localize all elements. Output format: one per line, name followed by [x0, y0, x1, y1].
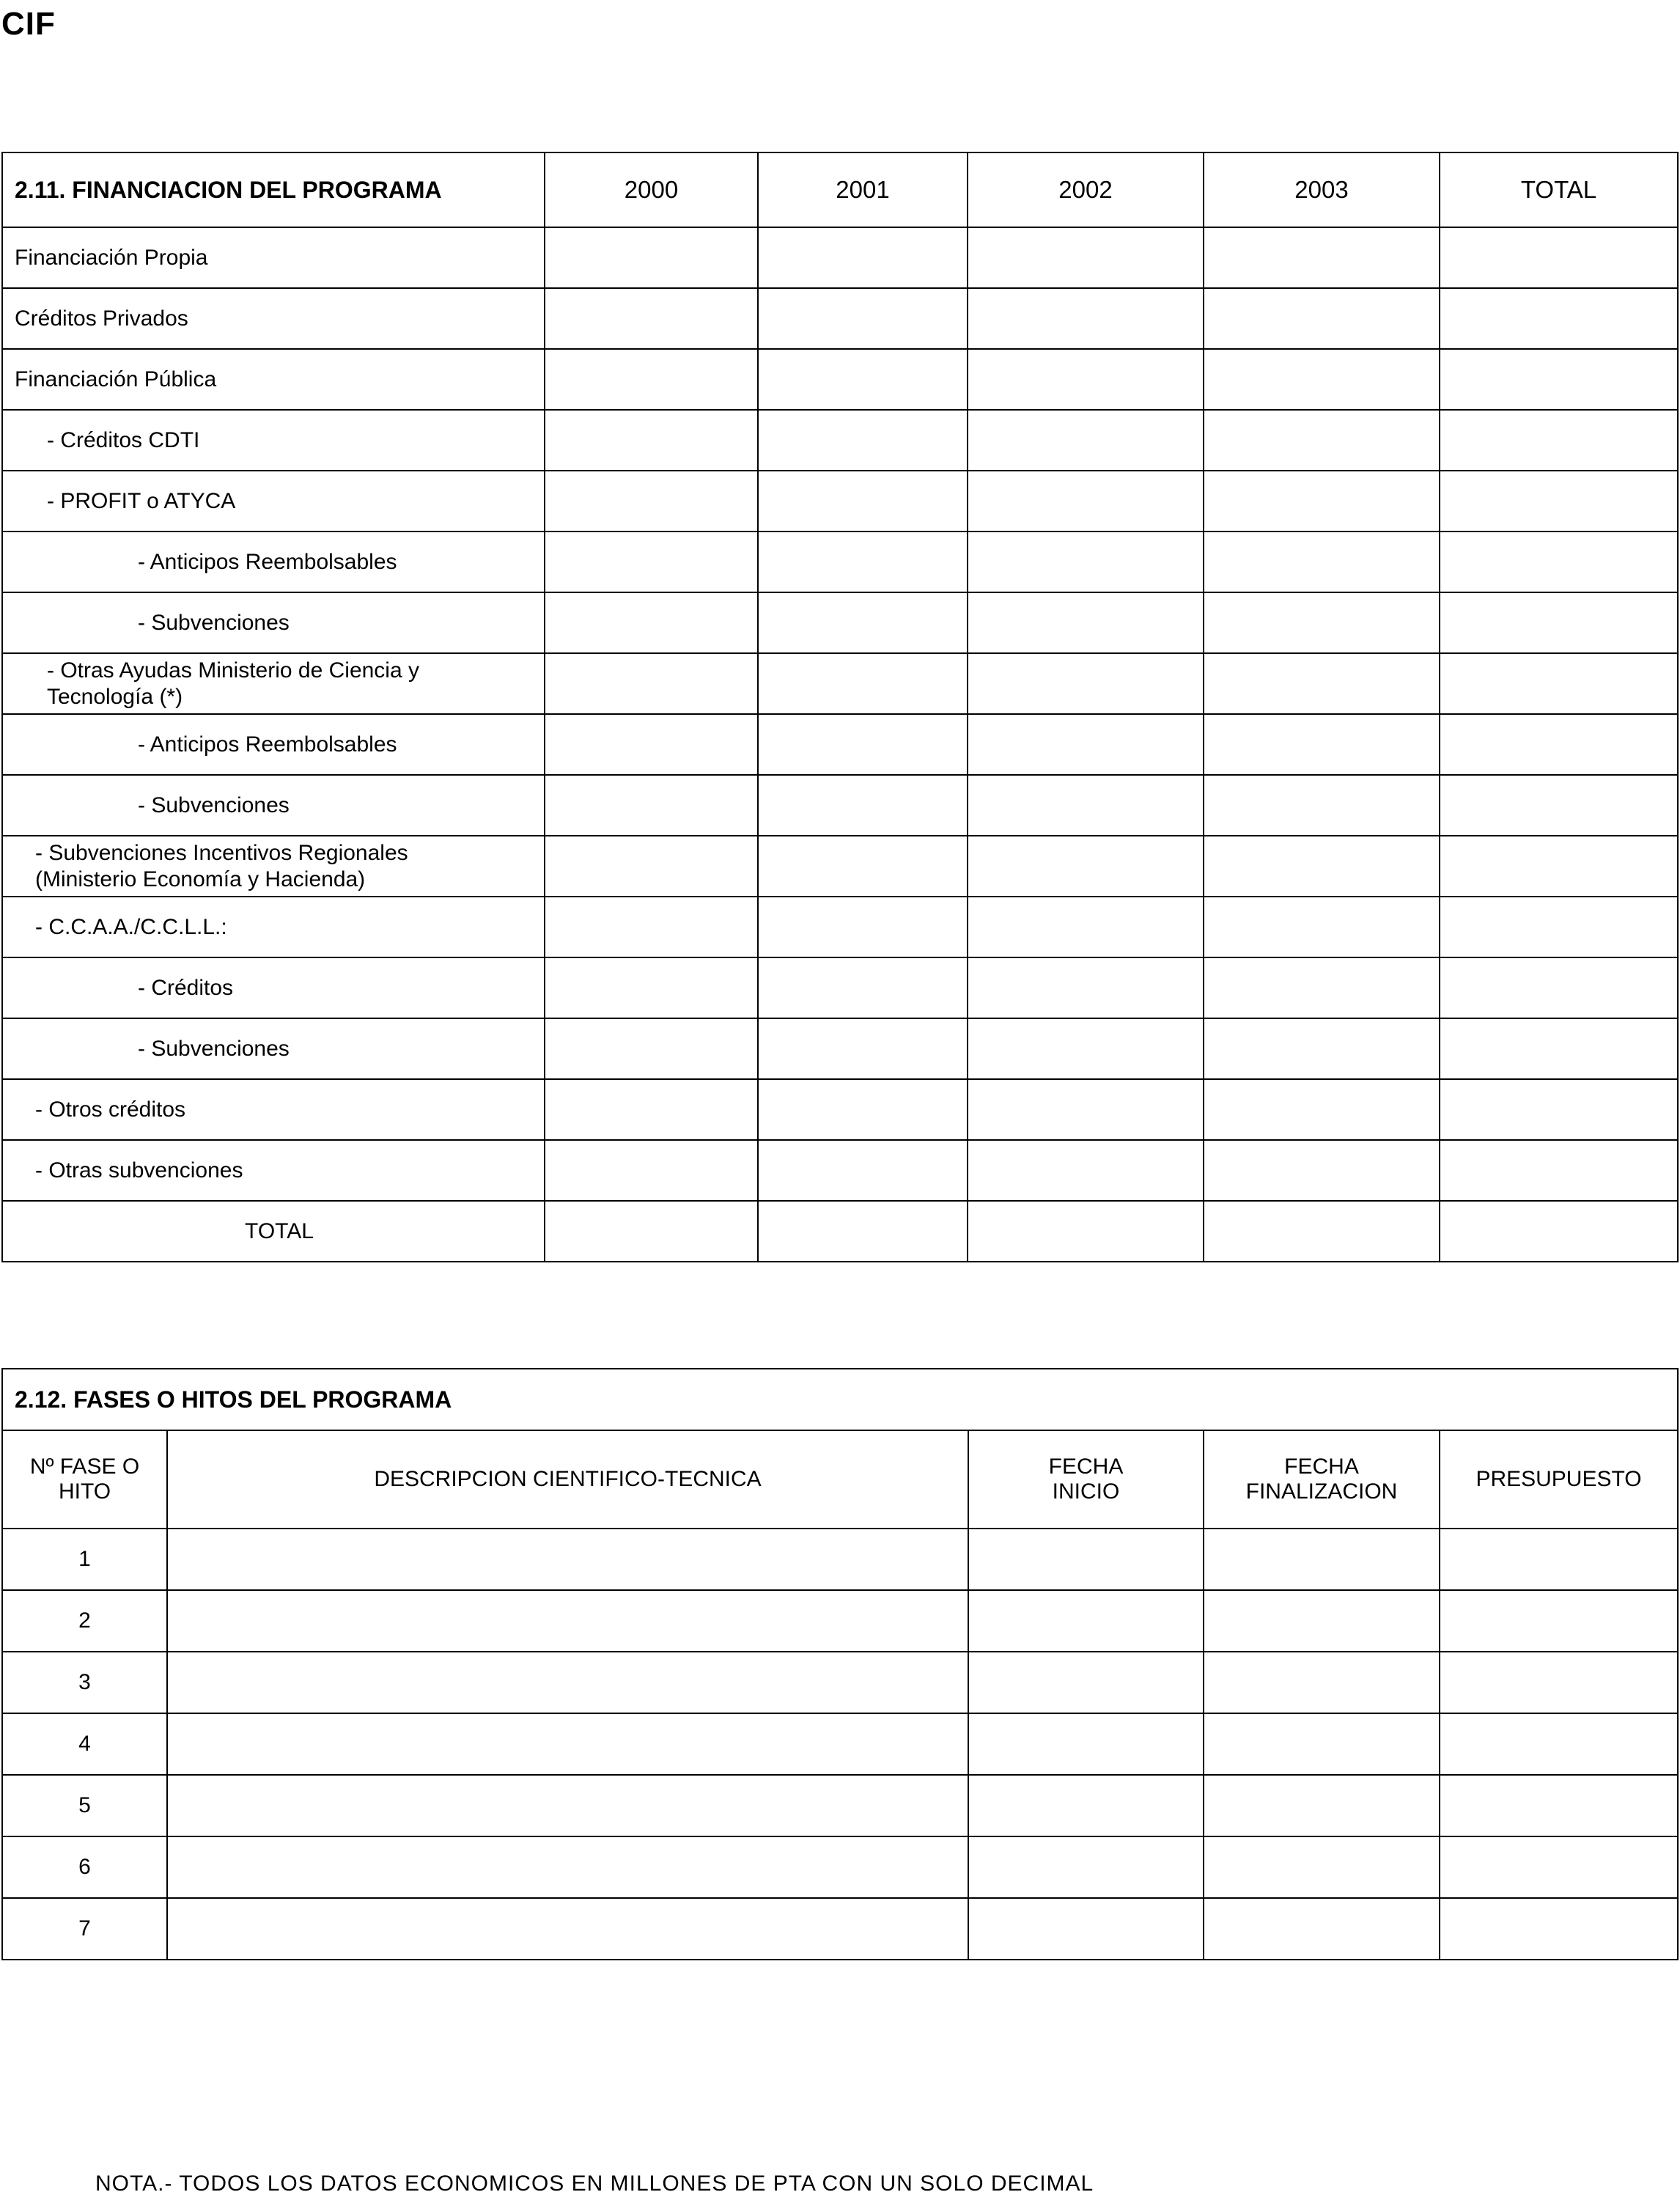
amount-cell[interactable] [968, 410, 1204, 471]
amount-cell[interactable] [758, 775, 968, 836]
fase-cell[interactable] [968, 1529, 1204, 1590]
amount-cell[interactable] [1440, 471, 1678, 532]
fase-cell[interactable] [167, 1713, 968, 1775]
fase-number: 4 [2, 1713, 167, 1775]
amount-cell[interactable] [545, 1018, 758, 1079]
amount-cell[interactable] [545, 714, 758, 775]
table-row [2, 592, 1678, 653]
amount-cell[interactable] [758, 653, 968, 714]
amount-cell[interactable] [968, 897, 1204, 957]
table-row [2, 1018, 1678, 1079]
fase-number: 3 [2, 1652, 167, 1713]
table-row [2, 836, 1678, 897]
amount-cell[interactable] [1204, 714, 1440, 775]
table-row [2, 288, 1678, 349]
row-label: Financiación Propia [2, 227, 545, 288]
row-label: - Anticipos Reembolsables [2, 714, 545, 775]
fase-cell[interactable] [968, 1775, 1204, 1836]
fases-title-row [2, 1369, 1678, 1430]
table-row [2, 957, 1678, 1018]
amount-cell[interactable] [545, 592, 758, 653]
amount-cell[interactable] [1204, 1201, 1440, 1262]
amount-cell[interactable] [1440, 1018, 1678, 1079]
amount-cell[interactable] [968, 1140, 1204, 1201]
row-label: Financiación Pública [2, 349, 545, 410]
row-label: - Subvenciones [2, 592, 545, 653]
amount-cell[interactable] [1440, 897, 1678, 957]
amount-cell[interactable] [545, 1201, 758, 1262]
amount-cell[interactable] [545, 897, 758, 957]
table-row [2, 714, 1678, 775]
financiacion-header-row [2, 152, 1678, 227]
amount-cell[interactable] [1440, 227, 1678, 288]
fase-cell[interactable] [1440, 1836, 1678, 1898]
amount-cell[interactable] [1440, 957, 1678, 1018]
fase-number: 2 [2, 1590, 167, 1652]
amount-cell[interactable] [758, 592, 968, 653]
amount-cell[interactable] [758, 1201, 968, 1262]
amount-cell[interactable] [968, 532, 1204, 592]
row-label: - Créditos [2, 957, 545, 1018]
fase-number: 6 [2, 1836, 167, 1898]
financiacion-body [2, 227, 1678, 1262]
column-descripcion: DESCRIPCION CIENTIFICO-TECNICA [167, 1430, 968, 1529]
table-row [2, 349, 1678, 410]
fase-cell[interactable] [1204, 1898, 1440, 1960]
amount-cell[interactable] [1440, 1140, 1678, 1201]
fase-cell[interactable] [1204, 1713, 1440, 1775]
fase-number: 7 [2, 1898, 167, 1960]
table-row [2, 897, 1678, 957]
table-row [2, 1201, 1678, 1262]
row-label: - Anticipos Reembolsables [2, 532, 545, 592]
cif-label: CIF [1, 6, 56, 42]
amount-cell[interactable] [758, 714, 968, 775]
fase-cell[interactable] [1440, 1713, 1678, 1775]
fase-cell[interactable] [167, 1775, 968, 1836]
amount-cell[interactable] [1204, 349, 1440, 410]
fase-cell[interactable] [1440, 1898, 1678, 1960]
table-row [2, 1590, 1678, 1652]
column-2001: 2001 [758, 152, 968, 227]
table-row [2, 1652, 1678, 1713]
row-label: - Créditos CDTI [2, 410, 545, 471]
column-fecha-inicio: FECHA INICIO [968, 1430, 1204, 1529]
column-fase-hito: Nº FASE O HITO [2, 1430, 167, 1529]
amount-cell[interactable] [1204, 897, 1440, 957]
row-label: Créditos Privados [2, 288, 545, 349]
amount-cell[interactable] [1440, 836, 1678, 897]
fases-body [2, 1529, 1678, 1960]
amount-cell[interactable] [968, 1079, 1204, 1140]
amount-cell[interactable] [545, 410, 758, 471]
table-row [2, 227, 1678, 288]
amount-cell[interactable] [545, 957, 758, 1018]
amount-cell[interactable] [545, 532, 758, 592]
fase-cell[interactable] [1204, 1652, 1440, 1713]
table-row [2, 1713, 1678, 1775]
fase-cell[interactable] [167, 1590, 968, 1652]
amount-cell[interactable] [1440, 592, 1678, 653]
fase-cell[interactable] [968, 1898, 1204, 1960]
table-row [2, 653, 1678, 714]
fase-cell[interactable] [167, 1898, 968, 1960]
amount-cell[interactable] [545, 471, 758, 532]
amount-cell[interactable] [758, 471, 968, 532]
fase-cell[interactable] [968, 1652, 1204, 1713]
amount-cell[interactable] [1440, 653, 1678, 714]
amount-cell[interactable] [758, 1079, 968, 1140]
fase-cell[interactable] [1440, 1775, 1678, 1836]
row-label: - Otras Ayudas Ministerio de Ciencia y Tecnología (*) [2, 653, 545, 714]
column-2000: 2000 [545, 152, 758, 227]
amount-cell[interactable] [1204, 836, 1440, 897]
amount-cell[interactable] [545, 349, 758, 410]
fase-cell[interactable] [167, 1652, 968, 1713]
amount-cell[interactable] [545, 227, 758, 288]
amount-cell[interactable] [968, 288, 1204, 349]
amount-cell[interactable] [758, 349, 968, 410]
column-presupuesto: PRESUPUESTO [1440, 1430, 1678, 1529]
amount-cell[interactable] [1204, 957, 1440, 1018]
fases-header-row [2, 1430, 1678, 1529]
table-row [2, 1836, 1678, 1898]
amount-cell[interactable] [968, 1201, 1204, 1262]
amount-cell[interactable] [1440, 532, 1678, 592]
fase-cell[interactable] [968, 1713, 1204, 1775]
amount-cell[interactable] [968, 471, 1204, 532]
amount-cell[interactable] [1204, 1018, 1440, 1079]
amount-cell[interactable] [545, 653, 758, 714]
fase-cell[interactable] [1440, 1590, 1678, 1652]
row-label: - Otros créditos [2, 1079, 545, 1140]
amount-cell[interactable] [1204, 227, 1440, 288]
amount-cell[interactable] [1204, 592, 1440, 653]
nota-footer: NOTA.- TODOS LOS DATOS ECONOMICOS EN MILLONES DE PTA CON UN SOLO DECIMAL [95, 2171, 1094, 2196]
table-row [2, 1898, 1678, 1960]
amount-cell[interactable] [968, 653, 1204, 714]
amount-cell[interactable] [758, 227, 968, 288]
amount-cell[interactable] [968, 836, 1204, 897]
amount-cell[interactable] [1204, 471, 1440, 532]
amount-cell[interactable] [758, 957, 968, 1018]
amount-cell[interactable] [1204, 775, 1440, 836]
fase-cell[interactable] [1204, 1529, 1440, 1590]
amount-cell[interactable] [545, 1140, 758, 1201]
amount-cell[interactable] [968, 775, 1204, 836]
fases-title: 2.12. FASES O HITOS DEL PROGRAMA [2, 1369, 1678, 1430]
fase-cell[interactable] [1440, 1652, 1678, 1713]
fase-cell[interactable] [167, 1529, 968, 1590]
amount-cell[interactable] [968, 227, 1204, 288]
financiacion-table [1, 152, 1679, 1262]
amount-cell[interactable] [1440, 288, 1678, 349]
amount-cell[interactable] [758, 1018, 968, 1079]
fases-table [1, 1368, 1679, 1960]
table-row [2, 1079, 1678, 1140]
table-row [2, 410, 1678, 471]
table-row [2, 1529, 1678, 1590]
amount-cell[interactable] [1204, 288, 1440, 349]
table-row [2, 1775, 1678, 1836]
fase-cell[interactable] [1204, 1590, 1440, 1652]
amount-cell[interactable] [968, 592, 1204, 653]
amount-cell[interactable] [545, 775, 758, 836]
amount-cell[interactable] [1440, 349, 1678, 410]
fase-cell[interactable] [1204, 1775, 1440, 1836]
amount-cell[interactable] [1204, 532, 1440, 592]
amount-cell[interactable] [758, 288, 968, 349]
row-label: - C.C.A.A./C.C.L.L.: [2, 897, 545, 957]
amount-cell[interactable] [758, 897, 968, 957]
amount-cell[interactable] [1204, 653, 1440, 714]
table-row [2, 1140, 1678, 1201]
amount-cell[interactable] [968, 349, 1204, 410]
table-row [2, 532, 1678, 592]
row-label: - PROFIT o ATYCA [2, 471, 545, 532]
amount-cell[interactable] [1204, 1140, 1440, 1201]
row-label: - Subvenciones [2, 775, 545, 836]
amount-cell[interactable] [1440, 1079, 1678, 1140]
amount-cell[interactable] [545, 1079, 758, 1140]
row-label: - Subvenciones [2, 1018, 545, 1079]
amount-cell[interactable] [1440, 1201, 1678, 1262]
amount-cell[interactable] [758, 410, 968, 471]
amount-cell[interactable] [758, 1140, 968, 1201]
row-label: TOTAL [2, 1201, 545, 1262]
amount-cell[interactable] [1440, 775, 1678, 836]
amount-cell[interactable] [1204, 1079, 1440, 1140]
amount-cell[interactable] [968, 714, 1204, 775]
fase-number: 5 [2, 1775, 167, 1836]
row-label: - Otras subvenciones [2, 1140, 545, 1201]
amount-cell[interactable] [1440, 714, 1678, 775]
column-total: TOTAL [1440, 152, 1678, 227]
amount-cell[interactable] [1204, 410, 1440, 471]
row-label: - Subvenciones Incentivos Regionales (Ministerio Economía y Hacienda) [2, 836, 545, 897]
column-fecha-finalizacion: FECHA FINALIZACION [1204, 1430, 1440, 1529]
fase-cell[interactable] [1440, 1529, 1678, 1590]
amount-cell[interactable] [758, 836, 968, 897]
amount-cell[interactable] [1440, 410, 1678, 471]
amount-cell[interactable] [545, 288, 758, 349]
amount-cell[interactable] [968, 957, 1204, 1018]
fase-cell[interactable] [968, 1836, 1204, 1898]
amount-cell[interactable] [545, 836, 758, 897]
amount-cell[interactable] [968, 1018, 1204, 1079]
financiacion-title: 2.11. FINANCIACION DEL PROGRAMA [2, 152, 545, 227]
column-2002: 2002 [968, 152, 1204, 227]
fase-cell[interactable] [968, 1590, 1204, 1652]
fase-cell[interactable] [167, 1836, 968, 1898]
table-row [2, 471, 1678, 532]
fase-cell[interactable] [1204, 1836, 1440, 1898]
column-2003: 2003 [1204, 152, 1440, 227]
fase-number: 1 [2, 1529, 167, 1590]
amount-cell[interactable] [758, 532, 968, 592]
table-row [2, 775, 1678, 836]
